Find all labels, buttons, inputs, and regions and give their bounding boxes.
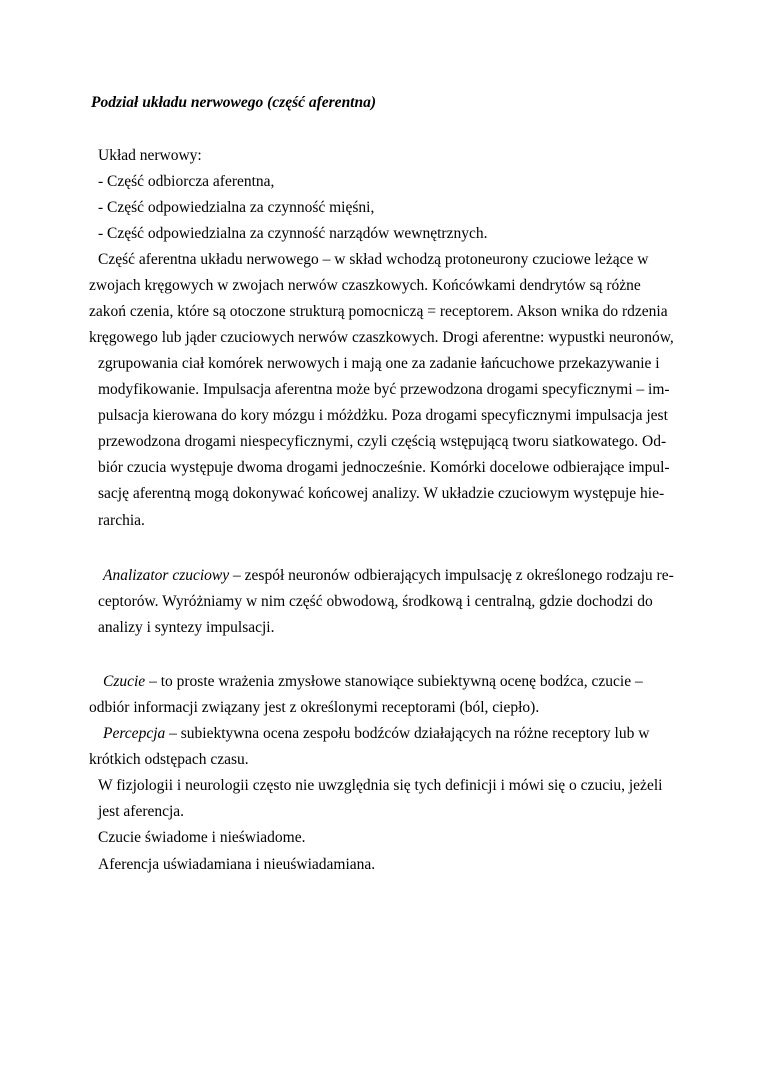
analizator-line: analizy i syntezy impulsacji. (98, 619, 275, 636)
definition-text: – to proste wrażenia zmysłowe stanowiące subiektywną ocenę bodźca, czucie – (145, 673, 643, 690)
paragraph-line: modyfikowanie. Impulsacja aferentna może być przewodzona drogami specyficznymi – im- (98, 381, 670, 398)
paragraph-line: przewodzona drogami niespecyficznymi, czyli częścią wstępującą tworu siatkowatego. Od- (98, 433, 667, 450)
closing-line: W fizjologii i neurologii często nie uwzględnia się tych definicji i mówi się o czuciu, jeżeli (98, 777, 663, 794)
term-percepcja: Percepcja (103, 725, 166, 742)
term-analizator: Analizator czuciowy (103, 567, 230, 584)
czucie-line: odbiór informacji związany jest z określonymi receptorami (ból, ciepło). (89, 699, 540, 716)
percepcja-line (103, 724, 649, 743)
paragraph-line: Część aferentna układu nerwowego – w skład wchodzą protoneurony czuciowe leżące w (98, 251, 649, 268)
paragraph-line: zgrupowania ciał komórek nerwowych i mają one za zadanie łańcuchowe przekazywanie i (98, 355, 660, 372)
intro-heading: Układ nerwowy: (98, 147, 202, 164)
intro-list-item: - Część odbiorcza aferentna, (98, 173, 275, 190)
closing-line: Czucie świadome i nieświadome. (98, 829, 306, 846)
intro-list-item: - Część odpowiedzialna za czynność mięśni, (98, 199, 375, 216)
document-title: Podział układu nerwowego (część aferentna) (91, 94, 377, 111)
term-czucie: Czucie (103, 673, 146, 690)
analizator-line (103, 566, 674, 585)
analizator-line: ceptorów. Wyróżniamy w nim część obwodową, środkową i centralną, gdzie dochodzi do (98, 593, 653, 610)
paragraph-line: zakoń czenia, które są otoczone strukturą pomocniczą = receptorem. Akson wnika do rdzenia (89, 303, 668, 320)
closing-line: jest aferencja. (98, 803, 185, 820)
paragraph-line: biór czucia występuje dwoma drogami jednocześnie. Komórki docelowe odbierające impul- (98, 459, 670, 476)
definition-text: – zespół neuronów odbierających impulsację z określonego rodzaju re- (229, 567, 674, 584)
paragraph-line: pulsacja kierowana do kory mózgu i móżdżku. Poza drogami specyficznymi impulsacja jest (98, 407, 668, 424)
intro-list-item: - Część odpowiedzialna za czynność narządów wewnętrznych. (98, 225, 488, 242)
percepcja-line: krótkich odstępach czasu. (89, 751, 249, 768)
paragraph-line: zwojach kręgowych w zwojach nerwów czaszkowych. Końcówkami dendrytów są różne (89, 277, 641, 294)
paragraph-line: sację aferentną mogą dokonywać końcowej analizy. W układzie czuciowym występuje hie- (98, 485, 665, 502)
paragraph-line: rarchia. (98, 512, 145, 529)
closing-line: Aferencja uświadamiana i nieuświadamiana. (98, 856, 376, 873)
definition-text: – subiektywna ocena zespołu bodźców działających na różne receptory lub w (165, 725, 650, 742)
czucie-line (103, 672, 643, 691)
paragraph-line: kręgowego lub jąder czuciowych nerwów czaszkowych. Drogi aferentne: wypustki neuronów, (89, 329, 674, 346)
